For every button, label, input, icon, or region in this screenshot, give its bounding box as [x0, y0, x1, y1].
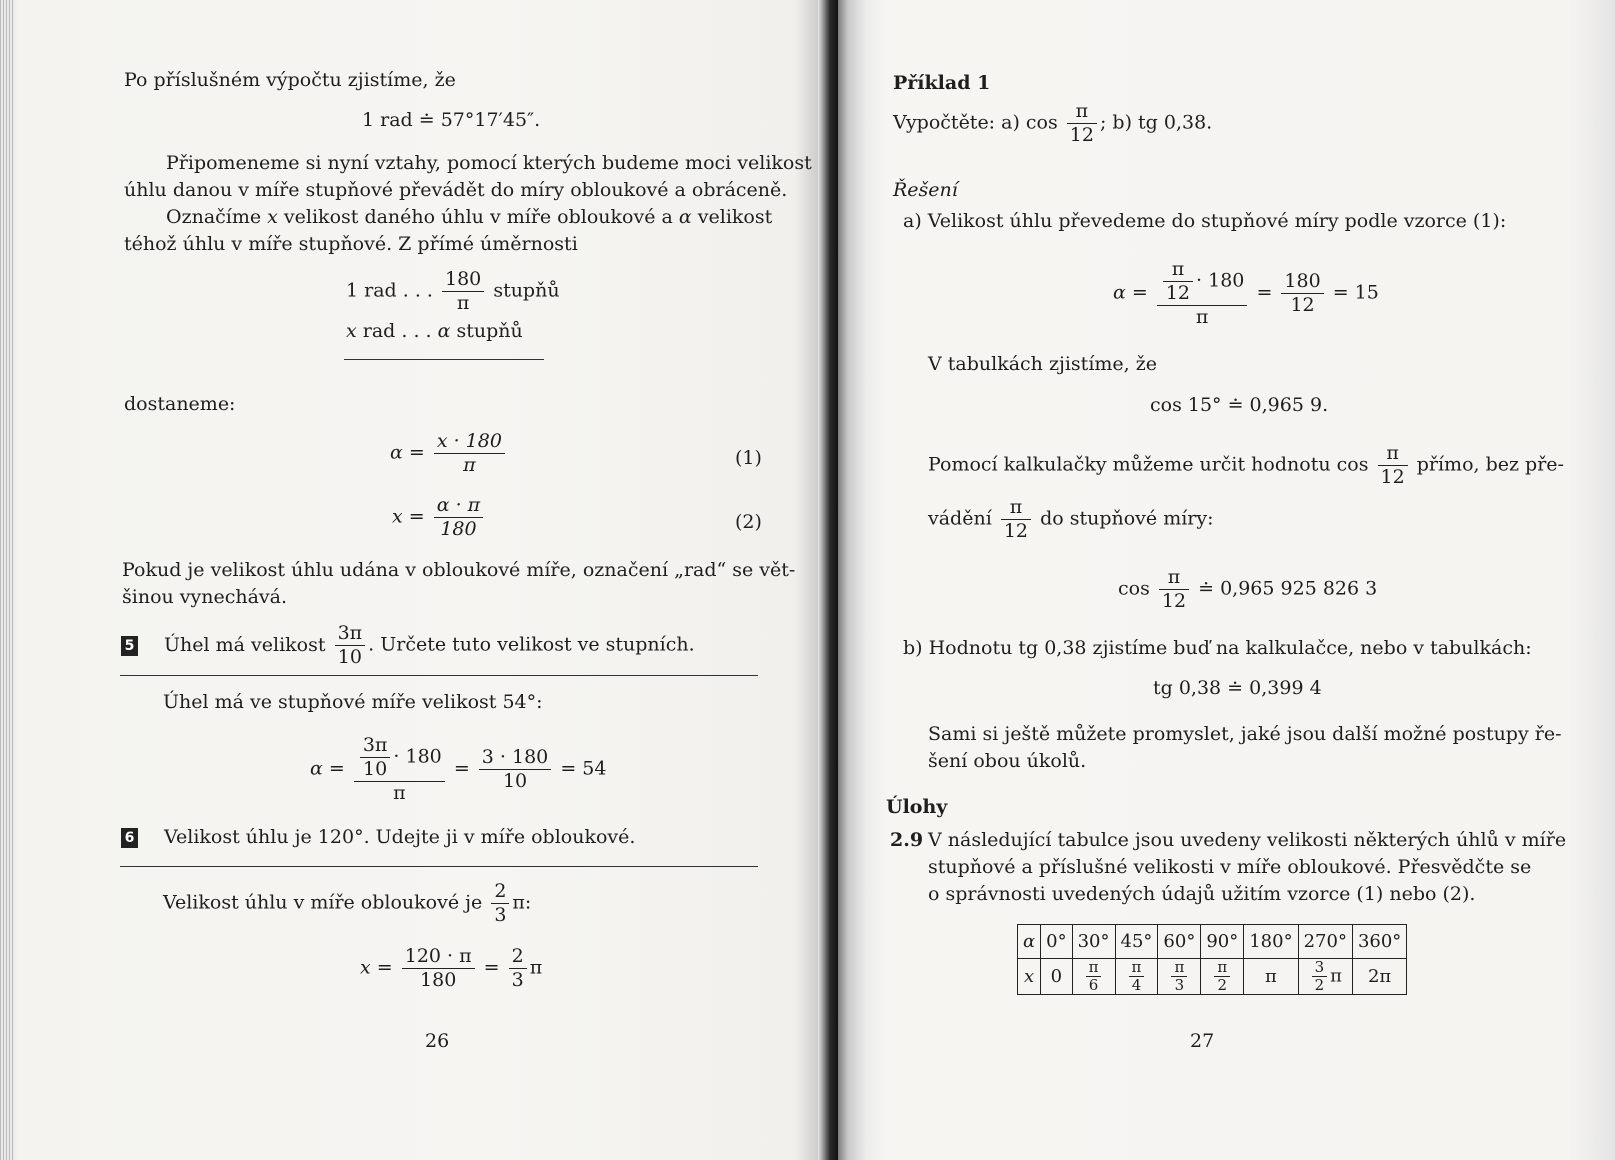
radian-row	[1018, 959, 1407, 995]
formula-2: x = $\frac{\alpha \cdot \pi}{180}$	[392, 494, 486, 541]
exercise-6-task: 6 Velikost úhlu je 120°. Udejte ji v míře obloukové.	[121, 826, 635, 848]
table-cell: 0	[1041, 959, 1072, 995]
formula-1-number: (1)	[735, 447, 762, 469]
table-cell: 30°	[1072, 925, 1115, 959]
angle-table	[1017, 924, 1407, 995]
proportion-rule	[344, 359, 544, 360]
page-number-right: 27	[1190, 1030, 1215, 1052]
table-cell: 270°	[1298, 925, 1352, 959]
example-task: Vypočtěte: a) cos $\frac{\pi}{12}$ ; b) tg 0,38.	[893, 100, 1213, 146]
exercise-5-rule	[120, 675, 758, 676]
rad-note-line2: šinou vynechává.	[122, 586, 288, 608]
table-cell: π	[1244, 959, 1298, 995]
book-gutter	[818, 0, 838, 1160]
part-b-text: b) Hodnotu tg 0,38 zjistíme buď na kalkulačce, nebo v tabulkách:	[903, 637, 1532, 659]
exercise-6-computation: x = $\frac{120 \cdot \pi}{180}$ = $\frac{2}{3}$ π	[360, 945, 543, 991]
table-cell: $\frac{\pi}{6}$	[1072, 959, 1115, 995]
solution-label: Řešení	[893, 179, 958, 201]
rad-equation: 1 rad ≐ 57°17′45″.	[362, 109, 541, 131]
task-2-9-line3: o správnosti uvedených údajů užitím vzorce (1) nebo (2).	[928, 883, 1476, 905]
notation-paragraph-line1: Označíme x velikost daného úhlu v míře obloukové a α velikost	[166, 206, 773, 228]
table-cell: $\frac{\pi}{4}$	[1115, 959, 1158, 995]
cos-calculator-result: cos $\frac{\pi}{12}$ ≐ 0,965 925 826 3	[1118, 566, 1378, 612]
part-a-text: a) Velikost úhlu převedeme do stupňové míry podle vzorce (1):	[903, 210, 1507, 232]
recall-paragraph-line2: úhlu danou v míře stupňové převádět do míry obloukové a obráceně.	[124, 179, 788, 201]
intro-paragraph: Po příslušném výpočtu zjistíme, že	[124, 69, 456, 91]
exercise-5-answer: Úhel má ve stupňové míře velikost 54°:	[163, 691, 543, 713]
exercises-heading: Úlohy	[886, 796, 948, 818]
task-2-9-line1: V následující tabulce jsou uvedeny velikosti některých úhlů v míře	[928, 829, 1567, 851]
example-title: Příklad 1	[893, 72, 991, 94]
think-text-line1: Sami si ještě můžete promyslet, jaké jsou další možné postupy ře-	[928, 723, 1562, 745]
degree-row	[1018, 925, 1407, 959]
exercise-6-rule	[120, 866, 758, 867]
table-cell: 60°	[1158, 925, 1201, 959]
tables-text: V tabulkách zjistíme, že	[928, 353, 1157, 375]
tg-equation: tg 0,38 ≐ 0,399 4	[1153, 677, 1322, 699]
exercise-5-badge: 5	[121, 636, 138, 656]
page-number-left: 26	[425, 1030, 450, 1052]
table-cell: 180°	[1244, 925, 1298, 959]
table-cell: $\frac{\pi}{3}$	[1158, 959, 1201, 995]
proportion-line1: 1 rad . . . $\frac{180}{\pi}$ stupňů	[346, 268, 560, 314]
task-2-9-line2: stupňové a příslušné velikosti v míře obloukové. Přesvědčte se	[928, 856, 1532, 878]
table-cell: 0°	[1041, 925, 1072, 959]
table-cell: 45°	[1115, 925, 1158, 959]
calculator-text-line1: Pomocí kalkulačky můžeme určit hodnotu cos $\frac{\pi}{12}$ přímo, bez pře-	[928, 442, 1564, 488]
formula-1: α = $\frac{x \cdot 180}{\pi}$	[390, 430, 508, 477]
exercise-6-badge: 6	[121, 828, 138, 848]
exercise-5-task: 5 Úhel má velikost $\frac{3\pi}{10}$ . Určete tuto velikost ve stupních.	[121, 622, 695, 669]
page-edge-left	[0, 0, 14, 1160]
recall-paragraph-line1: Připomeneme si nyní vztahy, pomocí kterých budeme moci velikost	[166, 152, 812, 174]
table-cell: $\frac{3}{2}$ π	[1298, 959, 1352, 995]
dostaneme-label: dostaneme:	[124, 393, 236, 415]
part-a-computation: α = $\frac{\pi}{12}$ · 180 π = $\frac{180}{12}$ = 15	[1113, 258, 1379, 328]
rad-note-line1: Pokud je velikost úhlu udána v obloukové míře, označení „rad“ se vět-	[122, 559, 796, 581]
degree-row-label: α	[1018, 925, 1041, 959]
notation-paragraph-line2: téhož úhlu v míře stupňové. Z přímé úměrnosti	[124, 233, 578, 255]
table-cell: 360°	[1352, 925, 1406, 959]
task-2-9-number: 2.9	[890, 829, 924, 851]
table-cell: $\frac{\pi}{2}$	[1201, 959, 1244, 995]
think-text-line2: šení obou úkolů.	[928, 750, 1087, 772]
formula-2-number: (2)	[735, 511, 762, 533]
exercise-5-computation: α = $\frac{3\pi}{10}$ · 180 π = $\frac{3 \cdot 180}{10}$ = 54	[310, 734, 607, 804]
exercise-6-answer: Velikost úhlu v míře obloukové je $\frac{2}{3}$ π:	[163, 880, 532, 926]
proportion-line2: x rad . . . α stupňů	[346, 320, 523, 342]
tables-equation: cos 15° ≐ 0,965 9.	[1150, 394, 1329, 416]
radian-row-label: x	[1018, 959, 1041, 995]
calculator-text-line2: vádění $\frac{\pi}{12}$ do stupňové míry:	[928, 496, 1214, 542]
table-cell: 90°	[1201, 925, 1244, 959]
table-cell: 2π	[1352, 959, 1406, 995]
